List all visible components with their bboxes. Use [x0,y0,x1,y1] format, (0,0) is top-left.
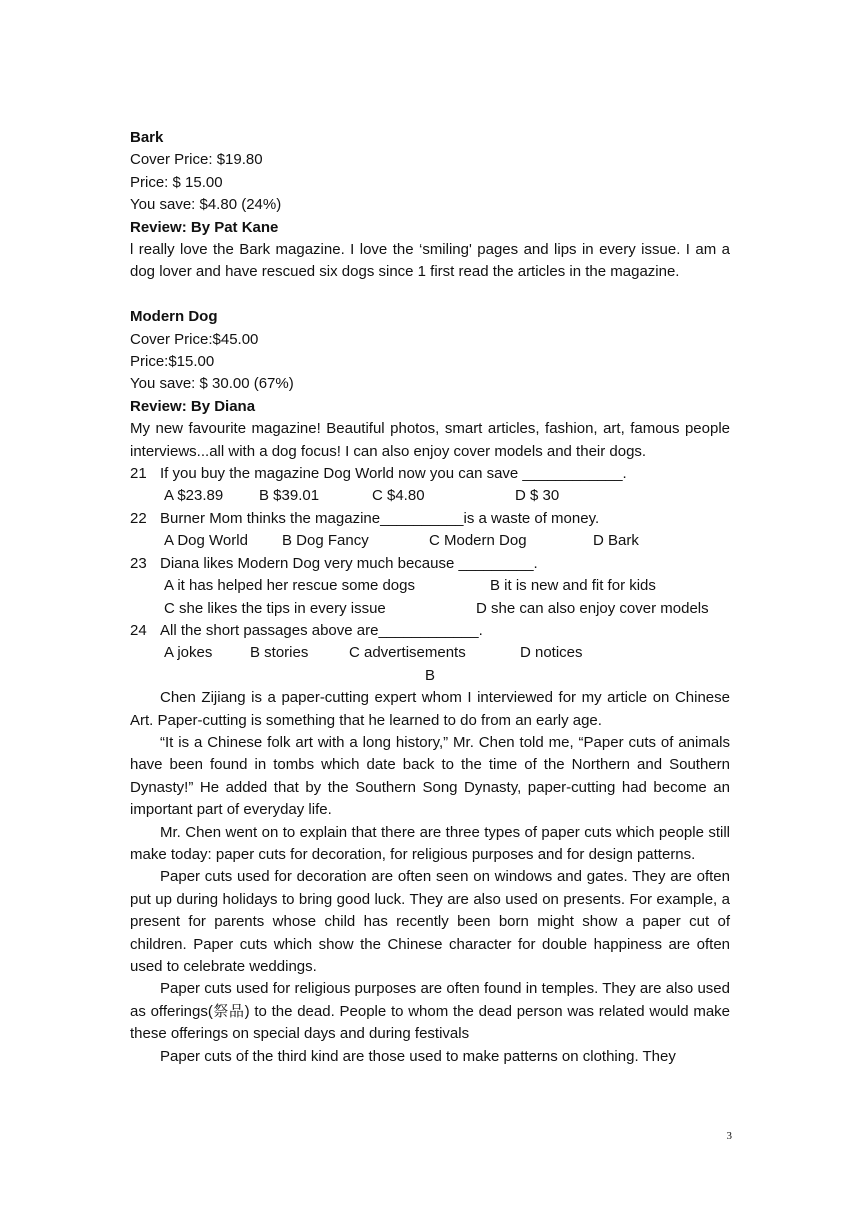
passage-paragraph: “It is a Chinese folk art with a long history,” Mr. Chen told me, “Paper cuts of animals have been found in tombs which date back to the time of the Northern and Southern Dynasty!” He added that by the Southern Song Dynasty, paper-cutting had become an important part of everyday life. [130,733,730,819]
option-a: A $23.89 [164,487,224,505]
question-text: If you buy the magazine Dog World now you can save ____________. [160,465,627,483]
question-text: Burner Mom thinks the magazine__________is a waste of money. [160,509,600,527]
modern-title: Modern Dog [130,308,218,326]
modern-review-title: Review: By Diana [130,397,256,415]
question-24 [130,620,730,642]
option-c: C $4.80 [372,487,425,505]
bark-title: Bark [130,129,164,146]
modern-price: Price:$15.00 [130,353,215,371]
option-a: A Dog World [164,532,248,550]
option-b: B it is new and fit for kids [490,577,656,595]
bark-cover-price: Cover Price: $19.80 [130,151,263,169]
modern-review: My new favourite magazine! Beautiful photos, smart articles, fashion, art, famous people interviews...all with a dog focus! I can also enjoy cover models and their dogs. [130,420,730,460]
bark-price: Price: $ 15.00 [130,173,223,191]
question-21 [130,463,730,485]
question-23 [130,553,730,575]
document-page [130,127,730,1068]
modern-cover-price: Cover Price:$45.00 [130,330,259,348]
passage-paragraph: Mr. Chen went on to explain that there are three types of paper cuts which people still make today: paper cuts for decoration, for religious purposes and for design patterns. [130,823,730,863]
bark-save: You save: $4.80 (24%) [130,196,282,214]
question-24-options [130,642,730,664]
question-number: 23 [130,554,147,572]
option-d: D notices [520,644,583,662]
section-b-heading: B [424,666,435,684]
modern-save: You save: $ 30.00 (67%) [130,375,294,393]
option-a: A it has helped her rescue some dogs [164,577,415,595]
question-number: 21 [130,465,147,483]
question-23-options-ab [130,575,730,597]
option-c: C advertisements [349,644,466,662]
option-c: C Modern Dog [429,532,527,550]
question-22-options [130,530,730,552]
option-d: D she can also enjoy cover models [476,599,709,617]
option-b: B stories [250,644,309,662]
option-d: D Bark [593,532,639,550]
question-number: 22 [130,509,147,527]
option-d: D $ 30 [515,487,560,505]
passage-paragraph: Paper cuts used for decoration are often seen on windows and gates. They are often put up during holidays to bring good luck. They are also used on presents. For example, a present for parents whose child has recently been born might show a paper cut of children. Paper cuts which show the Chinese character for double happiness are often used to celebrate weddings. [130,868,730,976]
option-a: A jokes [164,644,213,662]
question-21-options [130,485,730,507]
question-text: All the short passages above are____________. [160,621,483,639]
passage-paragraph: Paper cuts used for religious purposes are often found in temples. They are also used as offerings(祭品) to the dead. People to whom the dead person was related would make these offerings on special days and during festivals [130,980,730,1043]
passage-paragraph: Chen Zijiang is a paper-cutting expert whom I interviewed for my article on Chinese Art. Paper-cutting is something that he learned to do from an early age. [130,689,730,729]
page-number: 3 [726,1130,732,1142]
question-number: 24 [130,621,147,639]
question-text: Diana likes Modern Dog very much because _________. [160,554,538,572]
option-b: B $39.01 [259,487,320,505]
passage-paragraph: Paper cuts of the third kind are those used to make patterns on clothing. They [160,1047,676,1065]
bark-review: l really love the Bark magazine. I love the ‘smiling' pages and lips in every issue. I am a dog lover and have rescued six dogs since 1 first read the articles in the magazine. [130,241,730,281]
bark-review-title: Review: By Pat Kane [130,218,279,236]
question-23-options-cd [130,598,730,620]
question-22 [130,508,730,530]
option-b: B Dog Fancy [282,532,369,550]
option-c: C she likes the tips in every issue [164,599,386,617]
